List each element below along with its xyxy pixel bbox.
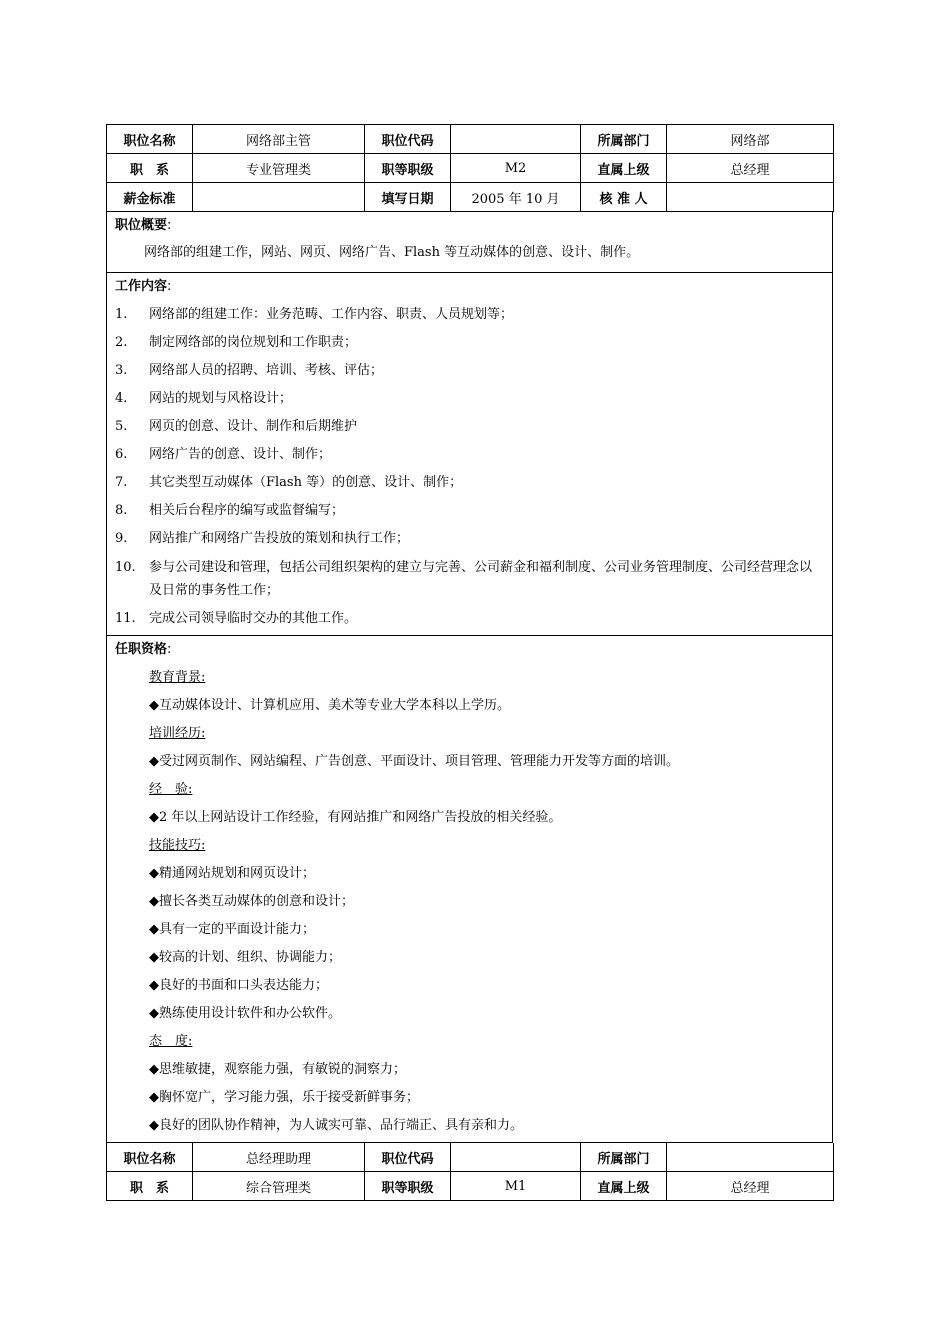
next-job-info-table <box>106 1143 834 1201</box>
item-number: 3. <box>115 363 128 378</box>
list-item: ◆良好的书面和口头表达能力； <box>149 978 328 993</box>
supervisor-value: 总经理 <box>667 1172 834 1201</box>
info-row-2 <box>107 154 834 183</box>
list-item: ◆思维敏捷，观察能力强，有敏锐的洞察力； <box>149 1062 406 1077</box>
skills-subheading: 技能技巧: <box>149 838 206 853</box>
approver-value <box>667 183 834 212</box>
list-item: ◆熟练使用设计软件和办公软件。 <box>149 1006 341 1021</box>
field-label: 薪金标准 <box>107 183 193 212</box>
list-item: ◆具有一定的平面设计能力； <box>149 922 315 937</box>
list-item: ◆受过网页制作、网站编程、广告创意、平面设计、项目管理、管理能力开发等方面的培训。 <box>149 754 679 769</box>
supervisor-value: 总经理 <box>667 154 834 183</box>
item-text: 网页的创意、设计、制作和后期维护 <box>149 419 358 434</box>
heading-colon: : <box>167 279 172 294</box>
list-item <box>115 385 824 413</box>
item-number: 2. <box>115 335 128 350</box>
item-text: 其它类型互动媒体（Flash 等）的创意、设计、制作； <box>149 475 463 490</box>
item-text: 参与公司建设和管理，包括公司组织架构的建立与完善、公司薪金和福利制度、公司业务管理制度、公司经营理念以及日常的事务性工作； <box>149 560 813 598</box>
field-label: 职位名称 <box>107 1143 193 1172</box>
position-name-value: 网络部主管 <box>193 125 365 154</box>
list-item: ◆胸怀宽广，学习能力强，乐于接受新鲜事务； <box>149 1090 419 1105</box>
info-row-2 <box>107 1172 834 1201</box>
field-label: 职 系 <box>107 154 193 183</box>
job-info-table <box>106 124 834 212</box>
item-number: 1. <box>115 307 128 322</box>
education-subheading: 教育背景: <box>149 670 206 685</box>
section-heading <box>107 636 832 664</box>
field-label: 职等职级 <box>365 154 451 183</box>
field-label: 所属部门 <box>581 125 667 154</box>
item-text: 网络广告的创意、设计、制作； <box>149 447 332 462</box>
list-item <box>115 553 824 605</box>
list-item <box>115 469 824 497</box>
heading-colon: : <box>167 642 172 657</box>
qualifications-heading: 任职资格 <box>115 642 168 657</box>
item-number: 11. <box>115 611 136 626</box>
grade-value: M1 <box>451 1172 581 1201</box>
item-text: 网站推广和网络广告投放的策划和执行工作； <box>149 531 410 546</box>
summary-heading: 职位概要 <box>115 218 168 233</box>
field-label: 直属上级 <box>581 1172 667 1201</box>
item-number: 5. <box>115 419 128 434</box>
qualifications-section <box>106 636 833 1143</box>
job-family-value: 专业管理类 <box>193 154 365 183</box>
item-text: 相关后台程序的编写或监督编写； <box>149 503 345 518</box>
list-item <box>115 301 824 329</box>
field-label: 职位代码 <box>365 125 451 154</box>
field-label: 职 系 <box>107 1172 193 1201</box>
duties-heading: 工作内容 <box>115 279 168 294</box>
item-number: 8. <box>115 503 128 518</box>
summary-text: 网络部的组建工作，网站、网页、网络广告、Flash 等互动媒体的创意、设计、制作。 <box>144 245 640 260</box>
item-text: 网络部人员的招聘、培训、考核、评估； <box>149 363 384 378</box>
field-label: 核 准 人 <box>581 183 667 212</box>
list-item <box>115 441 824 469</box>
item-text: 网络部的组建工作：业务范畴、工作内容、职责、人员规划等； <box>149 307 514 322</box>
info-row-1 <box>107 1143 834 1172</box>
info-row-3 <box>107 183 834 212</box>
field-label: 职位名称 <box>107 125 193 154</box>
position-code-value <box>451 1143 581 1172</box>
field-label: 直属上级 <box>581 154 667 183</box>
job-description-sheet <box>106 124 833 1201</box>
department-value: 网络部 <box>667 125 834 154</box>
duties-section <box>106 273 833 636</box>
position-code-value <box>451 125 581 154</box>
item-number: 9. <box>115 531 128 546</box>
list-item: ◆2 年以上网站设计工作经验，有网站推广和网络广告投放的相关经验。 <box>149 810 562 825</box>
list-item: ◆擅长各类互动媒体的创意和设计； <box>149 894 354 909</box>
salary-standard-value <box>193 183 365 212</box>
list-item: ◆较高的计划、组织、协调能力； <box>149 950 341 965</box>
field-label: 职等职级 <box>365 1172 451 1201</box>
list-item <box>115 357 824 385</box>
item-number: 7. <box>115 475 128 490</box>
list-item: ◆精通网站规划和网页设计； <box>149 866 315 881</box>
list-item <box>115 497 824 525</box>
item-number: 4. <box>115 391 128 406</box>
item-text: 完成公司领导临时交办的其他工作。 <box>149 611 358 626</box>
item-text: 网站的规划与风格设计； <box>149 391 293 406</box>
section-heading <box>107 273 832 301</box>
fill-date-value: 2005 年 10 月 <box>451 183 581 212</box>
field-label: 所属部门 <box>581 1143 667 1172</box>
qualifications-body <box>107 664 832 1142</box>
list-item: ◆互动媒体设计、计算机应用、美术等专业大学本科以上学历。 <box>149 698 510 713</box>
field-label: 职位代码 <box>365 1143 451 1172</box>
list-item <box>115 329 824 357</box>
list-item <box>115 413 824 441</box>
position-name-value: 总经理助理 <box>193 1143 365 1172</box>
summary-section <box>106 212 833 273</box>
section-heading <box>107 212 832 240</box>
info-row-1 <box>107 125 834 154</box>
list-item <box>115 605 824 633</box>
grade-value: M2 <box>451 154 581 183</box>
training-subheading: 培训经历: <box>149 726 206 741</box>
heading-colon: : <box>167 218 172 233</box>
department-value <box>667 1143 834 1172</box>
list-item <box>115 525 824 553</box>
item-number: 10. <box>115 560 136 575</box>
experience-subheading: 经 验: <box>149 782 193 797</box>
item-number: 6. <box>115 447 128 462</box>
attitude-subheading: 态 度: <box>149 1034 193 1049</box>
list-item: ◆良好的团队协作精神，为人诚实可靠、品行端正、具有亲和力。 <box>149 1118 523 1133</box>
duties-list <box>107 301 832 635</box>
item-text: 制定网络部的岗位规划和工作职责； <box>149 335 358 350</box>
field-label: 填写日期 <box>365 183 451 212</box>
job-family-value: 综合管理类 <box>193 1172 365 1201</box>
